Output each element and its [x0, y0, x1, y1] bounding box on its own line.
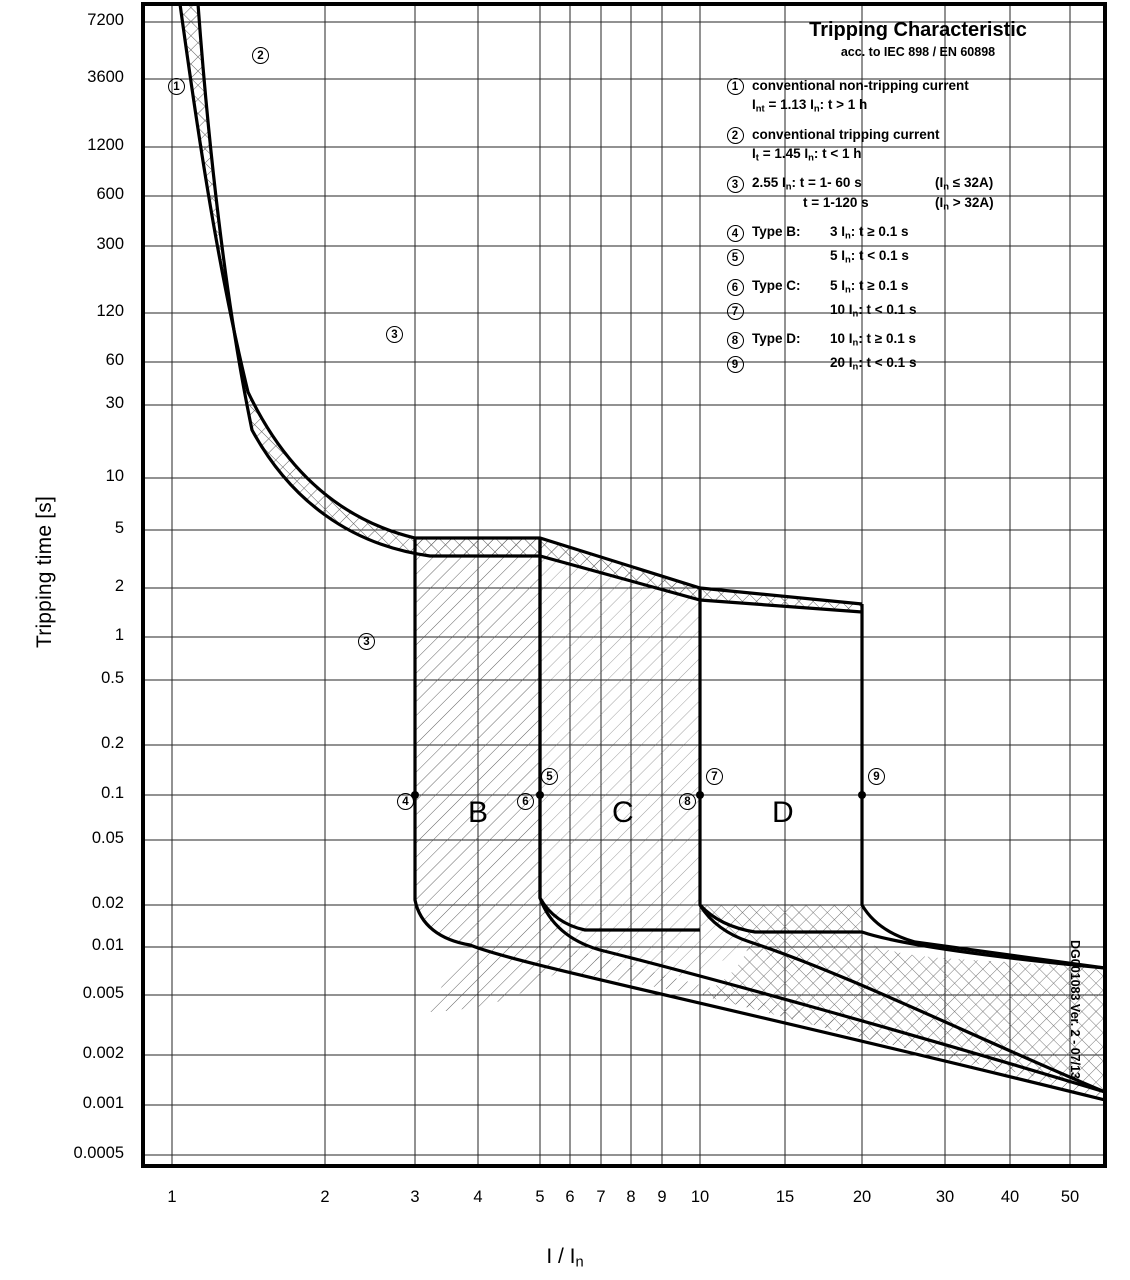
x-tick-15: 15: [775, 1188, 795, 1206]
y-tick-1200: 1200: [87, 136, 124, 154]
y-tick-120: 120: [96, 302, 124, 320]
y-tick-3600: 3600: [87, 68, 124, 86]
y-tick-7200: 7200: [87, 11, 124, 29]
legend-6-cond: : t ≥ 0.1 s: [850, 277, 909, 293]
legend-marker-9: 9: [718, 355, 752, 373]
legend-entry-5: [718, 248, 1118, 266]
y-tick-0-2: 0.2: [101, 734, 124, 752]
x-tick-2: 2: [320, 1188, 330, 1206]
x-tick-6: 6: [565, 1188, 575, 1206]
legend-3-time: : t = 1- 60 s: [791, 174, 862, 190]
legend-6-type: Type C:: [752, 277, 801, 293]
x-axis-label: [0, 1245, 1130, 1271]
legend-1-sub: nt: [755, 102, 765, 114]
legend-3b-limit: > 32A): [952, 195, 994, 211]
legend-7-type: [752, 302, 830, 320]
legend-marker-7: 7: [718, 302, 752, 320]
annotation-marker-3-lower: 3: [358, 633, 375, 650]
legend-entry-2: [718, 126, 1118, 144]
y-tick-5: 5: [114, 519, 124, 537]
legend-marker-4: 4: [718, 224, 752, 242]
legend-2-i: I: [752, 145, 756, 161]
legend-6-mult: 5 I: [830, 277, 846, 293]
legend-5-mult: 5 I: [830, 248, 846, 264]
legend-5-cond: : t < 0.1 s: [850, 248, 909, 264]
legend-4-cond: : t ≥ 0.1 s: [850, 224, 909, 240]
legend-9-sub: n: [852, 361, 859, 373]
y-axis-label: Tripping time [s]: [33, 496, 56, 648]
legend-1-cond: : t > 1 h: [819, 96, 868, 112]
legend-3-paren: (I: [935, 174, 944, 190]
y-tick-0-0005: 0.0005: [73, 1144, 124, 1162]
y-tick-1: 1: [114, 626, 124, 644]
annotation-marker-6: 6: [517, 793, 534, 810]
legend-4-type: Type B:: [752, 224, 801, 240]
legend-5-sub: n: [845, 254, 851, 266]
y-tick-300: 300: [96, 235, 124, 253]
annotation-marker-5: 5: [541, 768, 558, 785]
legend-entry-1-text: conventional non-tripping current: [752, 77, 969, 93]
y-tick-0-1: 0.1: [101, 784, 124, 802]
x-tick-4: 4: [473, 1188, 483, 1206]
annotation-marker-8: 8: [679, 793, 696, 810]
legend-marker-1: 1: [718, 77, 752, 95]
y-tick-0-02: 0.02: [91, 894, 124, 912]
y-tick-0-05: 0.05: [91, 829, 124, 847]
annotation-marker-9: 9: [868, 768, 885, 785]
y-tick-2: 2: [114, 577, 124, 595]
legend-3b-sub2: n: [943, 201, 950, 213]
zone-label-b: B: [468, 796, 489, 829]
legend-4-sub: n: [845, 230, 851, 242]
legend-entry-2-detail: [718, 146, 1118, 164]
legend-1-i: I: [752, 96, 756, 112]
document-code: DG001083 Ver. 2 - 07/13: [1068, 940, 1082, 1079]
legend-entry-1: [718, 77, 1118, 95]
legend-entry-2-text: conventional tripping current: [752, 126, 940, 142]
y-tick-60: 60: [105, 351, 124, 369]
legend-entry-8: [718, 331, 1118, 349]
legend-3-limit: ≤ 32A): [952, 174, 994, 190]
legend-2-sub2: n: [808, 152, 814, 164]
legend-entry-6: [718, 278, 1118, 296]
legend-7-cond: : t < 0.1 s: [858, 301, 917, 317]
legend-entry-4: [718, 224, 1118, 242]
legend-marker-6: 6: [718, 278, 752, 296]
annotation-marker-3-upper: 3: [386, 326, 403, 343]
legend-title: Tripping Characteristic: [809, 19, 1027, 41]
y-tick-0-005: 0.005: [82, 984, 124, 1002]
x-tick-1: 1: [167, 1188, 177, 1206]
legend-7-sub: n: [852, 308, 859, 320]
legend-entry-9: [718, 355, 1118, 373]
legend-3b-paren: (I: [935, 195, 944, 211]
annotation-marker-2: 2: [252, 47, 269, 64]
legend-2-cond: : t < 1 h: [813, 145, 862, 161]
x-tick-50: 50: [1060, 1188, 1080, 1206]
legend-8-cond: : t ≥ 0.1 s: [858, 331, 916, 346]
legend-2-eq: = 1.45 I: [762, 145, 809, 161]
legend-marker-3: 3: [718, 175, 752, 193]
legend-entry-3-detail: [718, 195, 1118, 213]
x-tick-9: 9: [657, 1188, 667, 1206]
legend-4-mult: 3 I: [830, 224, 846, 240]
y-tick-10: 10: [105, 467, 124, 485]
legend-3-sub2: n: [943, 181, 950, 193]
legend-8-sub: n: [852, 337, 859, 349]
x-tick-30: 30: [935, 1188, 955, 1206]
x-axis-label-text: I / I: [546, 1245, 576, 1268]
legend-9-type: [752, 355, 830, 373]
x-tick-3: 3: [410, 1188, 420, 1206]
y-tick-0-5: 0.5: [101, 669, 124, 687]
x-tick-8: 8: [626, 1188, 636, 1206]
legend-box: [718, 18, 1118, 375]
legend-3-mult: 2.55 I: [752, 174, 786, 190]
legend-3b-time: t = 1-120 s: [803, 195, 869, 211]
legend-8-type: Type D:: [752, 331, 801, 346]
legend-9-mult: 20 I: [830, 355, 853, 371]
legend-marker-8: 8: [718, 331, 752, 349]
legend-3-sub: n: [785, 181, 792, 193]
legend-8-mult: 10 I: [830, 331, 853, 346]
legend-entry-7: [718, 302, 1118, 320]
y-tick-0-001: 0.001: [82, 1094, 124, 1112]
x-axis-label-sub: n: [575, 1254, 584, 1271]
legend-1-eq: = 1.13 I: [768, 96, 814, 112]
legend-marker-5: 5: [718, 248, 752, 266]
x-tick-7: 7: [596, 1188, 606, 1206]
zone-label-c: C: [612, 796, 634, 829]
y-tick-0-01: 0.01: [91, 936, 124, 954]
x-tick-5: 5: [535, 1188, 545, 1206]
legend-entry-1-detail: [718, 97, 1118, 115]
annotation-marker-1: 1: [168, 78, 185, 95]
y-tick-600: 600: [96, 185, 124, 203]
legend-subtitle: acc. to IEC 898 / EN 60898: [840, 45, 996, 59]
annotation-marker-4: 4: [397, 793, 414, 810]
legend-6-sub: n: [845, 284, 851, 296]
legend-5-type: [752, 248, 830, 266]
x-tick-20: 20: [852, 1188, 872, 1206]
legend-2-sub: t: [755, 152, 759, 164]
legend-9-cond: : t < 0.1 s: [858, 355, 917, 371]
y-tick-0-002: 0.002: [82, 1044, 124, 1062]
x-tick-40: 40: [1000, 1188, 1020, 1206]
y-tick-30: 30: [105, 394, 124, 412]
legend-marker-2: 2: [718, 126, 752, 144]
x-tick-10: 10: [690, 1188, 710, 1206]
legend-entry-3: [718, 175, 1118, 193]
legend-7-mult: 10 I: [830, 301, 853, 317]
zone-label-d: D: [772, 796, 794, 829]
annotation-marker-7: 7: [706, 768, 723, 785]
legend-1-sub2: n: [813, 102, 820, 114]
